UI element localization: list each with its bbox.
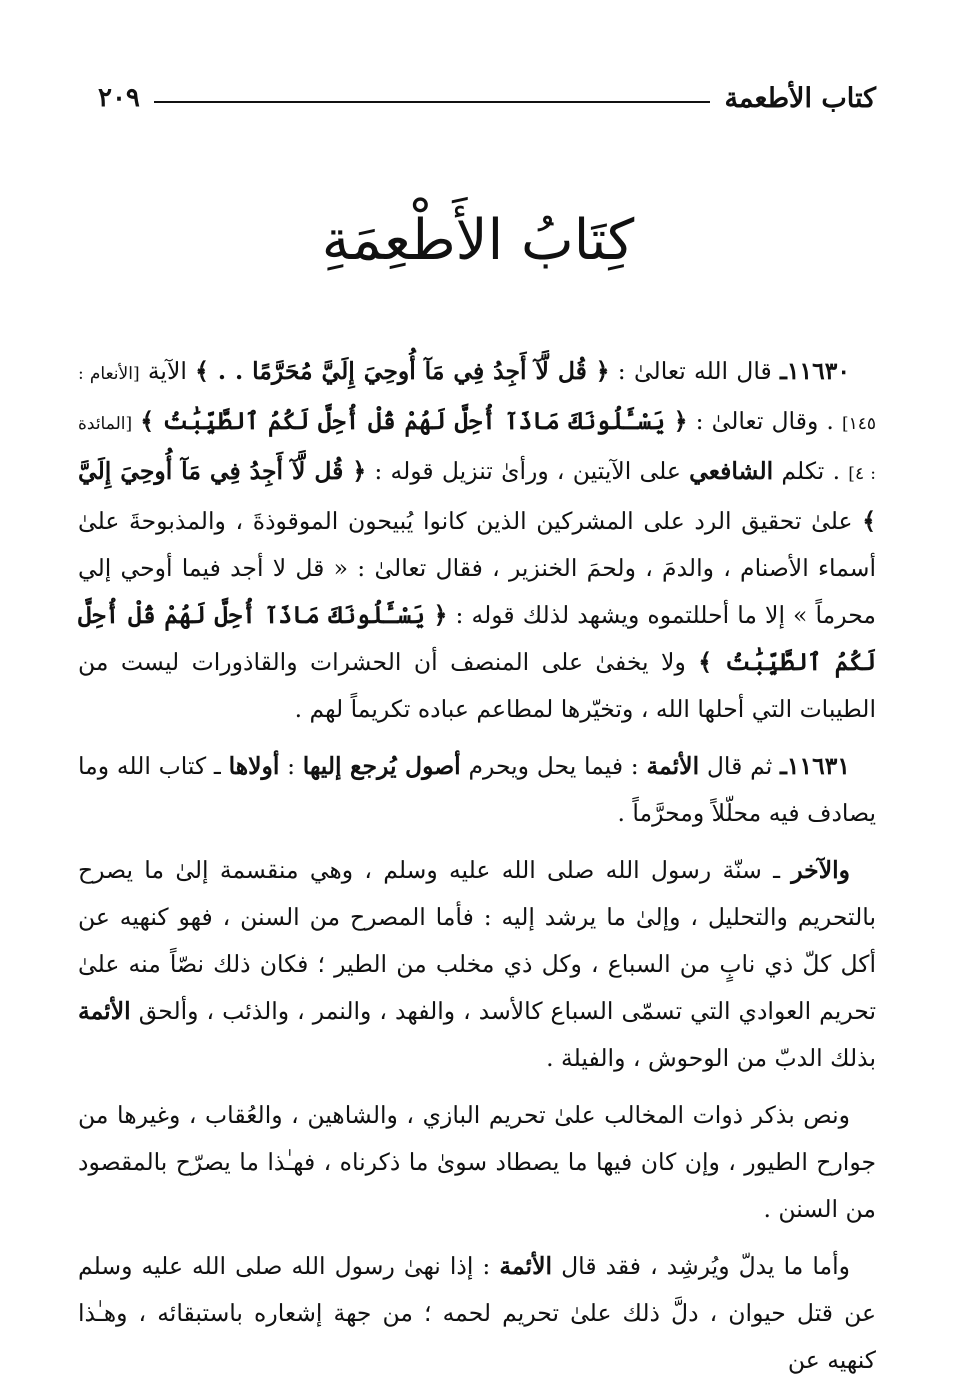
running-header [98,78,876,118]
scholar-name: الشافعي [689,457,774,485]
paragraph-number: ١١٦٣٠ـ [780,357,851,385]
paragraph-talons [78,1092,876,1233]
quran-verse: ﴿ يَسْـَٔلُونَكَ مَاذَآ أُحِلَّ لَهُمْ قُلْ أُحِلَّ لَكُمُ ٱلطَّيِّبَٰتُ ﴾ [140,407,688,435]
text-run: ونص بذكر ذوات المخالب علىٰ تحريم البازي ، والشاهين ، والعُقاب ، وغيرها من جوارح الطيور ، وإن كان فيها ما يصطاد سوىٰ ما ذكرناه ، فهـٰذا ما يصرّح بالمقصود من السنن . [78,1101,876,1223]
text-run: قال الله تعالىٰ : [609,357,780,385]
header-rule [154,101,711,103]
text-run: : إذا نهىٰ رسول الله صلى الله عليه وسلم عن قتل حيوان ، دلَّ ذلك علىٰ تحريم لحمه ؛ من جهة إشعاره باستبقائه ، وهـٰذا كنهيه عن [78,1252,876,1374]
paragraph-number: ١١٦٣١ـ [779,752,850,780]
bold-term: أصول يُرجع إليها [302,752,461,780]
bold-term: أولاها [228,752,280,780]
text-run: علىٰ تحقيق الرد على المشركين الذين كانوا يُبيحون الموقوذةَ ، والمذبوحةَ علىٰ أسماء الأصنام ، والدمَ ، ولحمَ الخنزير ، فقال تعالىٰ : « قل لا أجد فيما أوحي إلي محرماً » إلا ما أحللتموه ويشهد لذلك قوله : [78,507,876,629]
paragraph-11630 [78,348,876,733]
text-run: على الآيتين ، ورأىٰ تنزيل قوله : [366,457,690,485]
text-run: بذلك الدبّ من الوحوش ، والفيلة . [546,1044,876,1072]
text-body [78,348,876,1384]
paragraph-indication [78,1243,876,1384]
text-run: . وقال تعالىٰ : [687,407,842,435]
quran-verse: ﴿ قُل لَّآ أَجِدُ فِي مَآ أُوحِيَ إِلَيَّ مُحَرَّمًا . . ﴾ [195,357,610,385]
text-run: وأما ما يدلّ ويُرشِد ، فقد قال [552,1252,850,1280]
verse-reference: [المائدة : ٤] [78,414,876,484]
text-run: : [279,752,303,780]
bold-term: الأئمة [646,752,700,780]
chapter-title: كِتَابُ الأَطْعِمَةِ [321,208,635,273]
quran-verse: ﴿ قُل لَّآ أَجِدُ فِي مَآ أُوحِيَ إِلَيَّ ﴾ [78,457,876,535]
text-run: : فيما يحل ويحرم [460,752,647,780]
text-run: ـ سنّة رسول الله صلى الله عليه وسلم ، وهي منقسمة إلىٰ ما يصرح بالتحريم والتحليل ، وإلىٰ ما يرشد إليه : فأما المصرح من السنن ، فهو كنهيه عن أكل كلّ ذي نابٍ من السباع ، وكل ذي مخلب من الطير ؛ فكان ذلك نصّاً منه علىٰ تحريم العوادي التي تسمّى السباع كالأسد ، والفهد ، والنمر ، والذئب ، وألحق [78,856,876,1025]
page-number: ٢٠٩ [98,83,140,113]
bold-term: والآخر [791,856,850,884]
text-run: ـ كتاب الله وما يصادف فيه محلّلاً ومحرَّماً . [78,752,876,827]
paragraph-sunnah [78,847,876,1082]
text-run: ولا يخفىٰ على المنصف أن الحشرات والقاذورات ليست من الطيبات التي أحلها الله ، وتخيّرها لمطاعم عباده تكريماً لهم . [78,648,876,723]
text-run: . تكلم [773,457,849,485]
text-run: الآية [139,357,196,385]
bold-term: الأئمة [78,997,131,1025]
quran-verse: ﴿ يَسْـَٔلُونَكَ مَاذَآ أُحِلَّ لَهُمْ قُلْ أُحِلَّ لَكُمُ ٱلطَّيِّبَٰتُ ﴾ [78,601,876,676]
verse-reference: [الأنعام : ١٤٥] [78,364,876,434]
text-run: ثم قال [699,752,780,780]
bold-term: الأئمة [499,1252,553,1280]
running-title: كتاب الأطعمة [724,82,876,114]
paragraph-11631 [78,743,876,837]
